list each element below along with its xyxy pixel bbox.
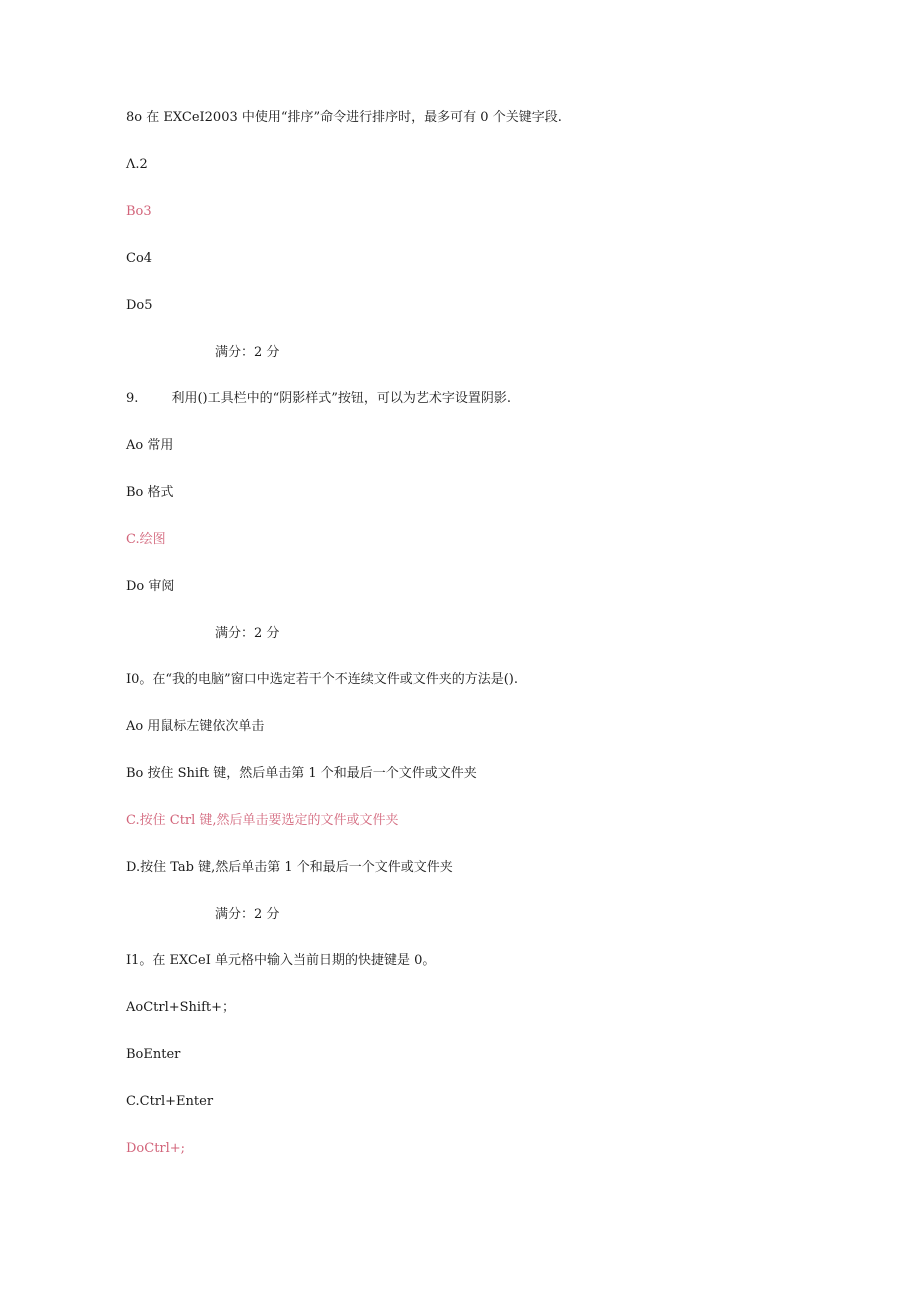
q8-option-b-correct[interactable]: Bo3 xyxy=(126,204,152,219)
question-8-stem: 8o 在 EXCeI2003 中使用“排序”命令进行排序时，最多可有 0 个关键字段. xyxy=(126,110,562,125)
q9-score: 满分：2 分 xyxy=(215,626,280,641)
q10-score: 满分：2 分 xyxy=(215,907,280,922)
q9-option-a[interactable]: Ao 常用 xyxy=(126,438,174,453)
q9-option-c-correct[interactable]: C.绘图 xyxy=(126,532,166,547)
q8-score: 满分：2 分 xyxy=(215,345,280,360)
q11-option-a[interactable]: AoCtrl+Shift+； xyxy=(126,1000,236,1015)
q9-option-b[interactable]: Bo 格式 xyxy=(126,485,174,500)
q11-option-b[interactable]: BoEnter xyxy=(126,1047,181,1062)
question-10-stem: I0。在“我的电脑”窗口中选定若干个不连续文件或文件夹的方法是(). xyxy=(126,672,518,687)
q9-option-d[interactable]: Do 审阅 xyxy=(126,579,175,594)
q10-option-d[interactable]: D.按住 Tab 键,然后单击第 1 个和最后一个文件或文件夹 xyxy=(126,860,453,875)
q10-option-b[interactable]: Bo 按住 Shift 键，然后单击第 1 个和最后一个文件或文件夹 xyxy=(126,766,477,781)
q11-option-c[interactable]: C.Ctrl+Enter xyxy=(126,1094,214,1109)
q8-option-a[interactable]: Λ.2 xyxy=(126,157,148,172)
question-11-stem: I1。在 EXCeI 单元格中输入当前日期的快捷键是 0。 xyxy=(126,953,436,968)
q10-option-c-correct[interactable]: C.按住 Ctrl 键,然后单击要选定的文件或文件夹 xyxy=(126,813,399,828)
q11-option-d-correct[interactable]: DoCtrl+; xyxy=(126,1141,186,1156)
q8-option-c[interactable]: Co4 xyxy=(126,251,153,266)
q8-option-d[interactable]: Do5 xyxy=(126,298,153,313)
q10-option-a[interactable]: Ao 用鼠标左键依次单击 xyxy=(126,719,265,734)
question-9-stem: 9. 利用()工具栏中的“阴影样式”按钮，可以为艺术字设置阴影. xyxy=(126,391,512,406)
